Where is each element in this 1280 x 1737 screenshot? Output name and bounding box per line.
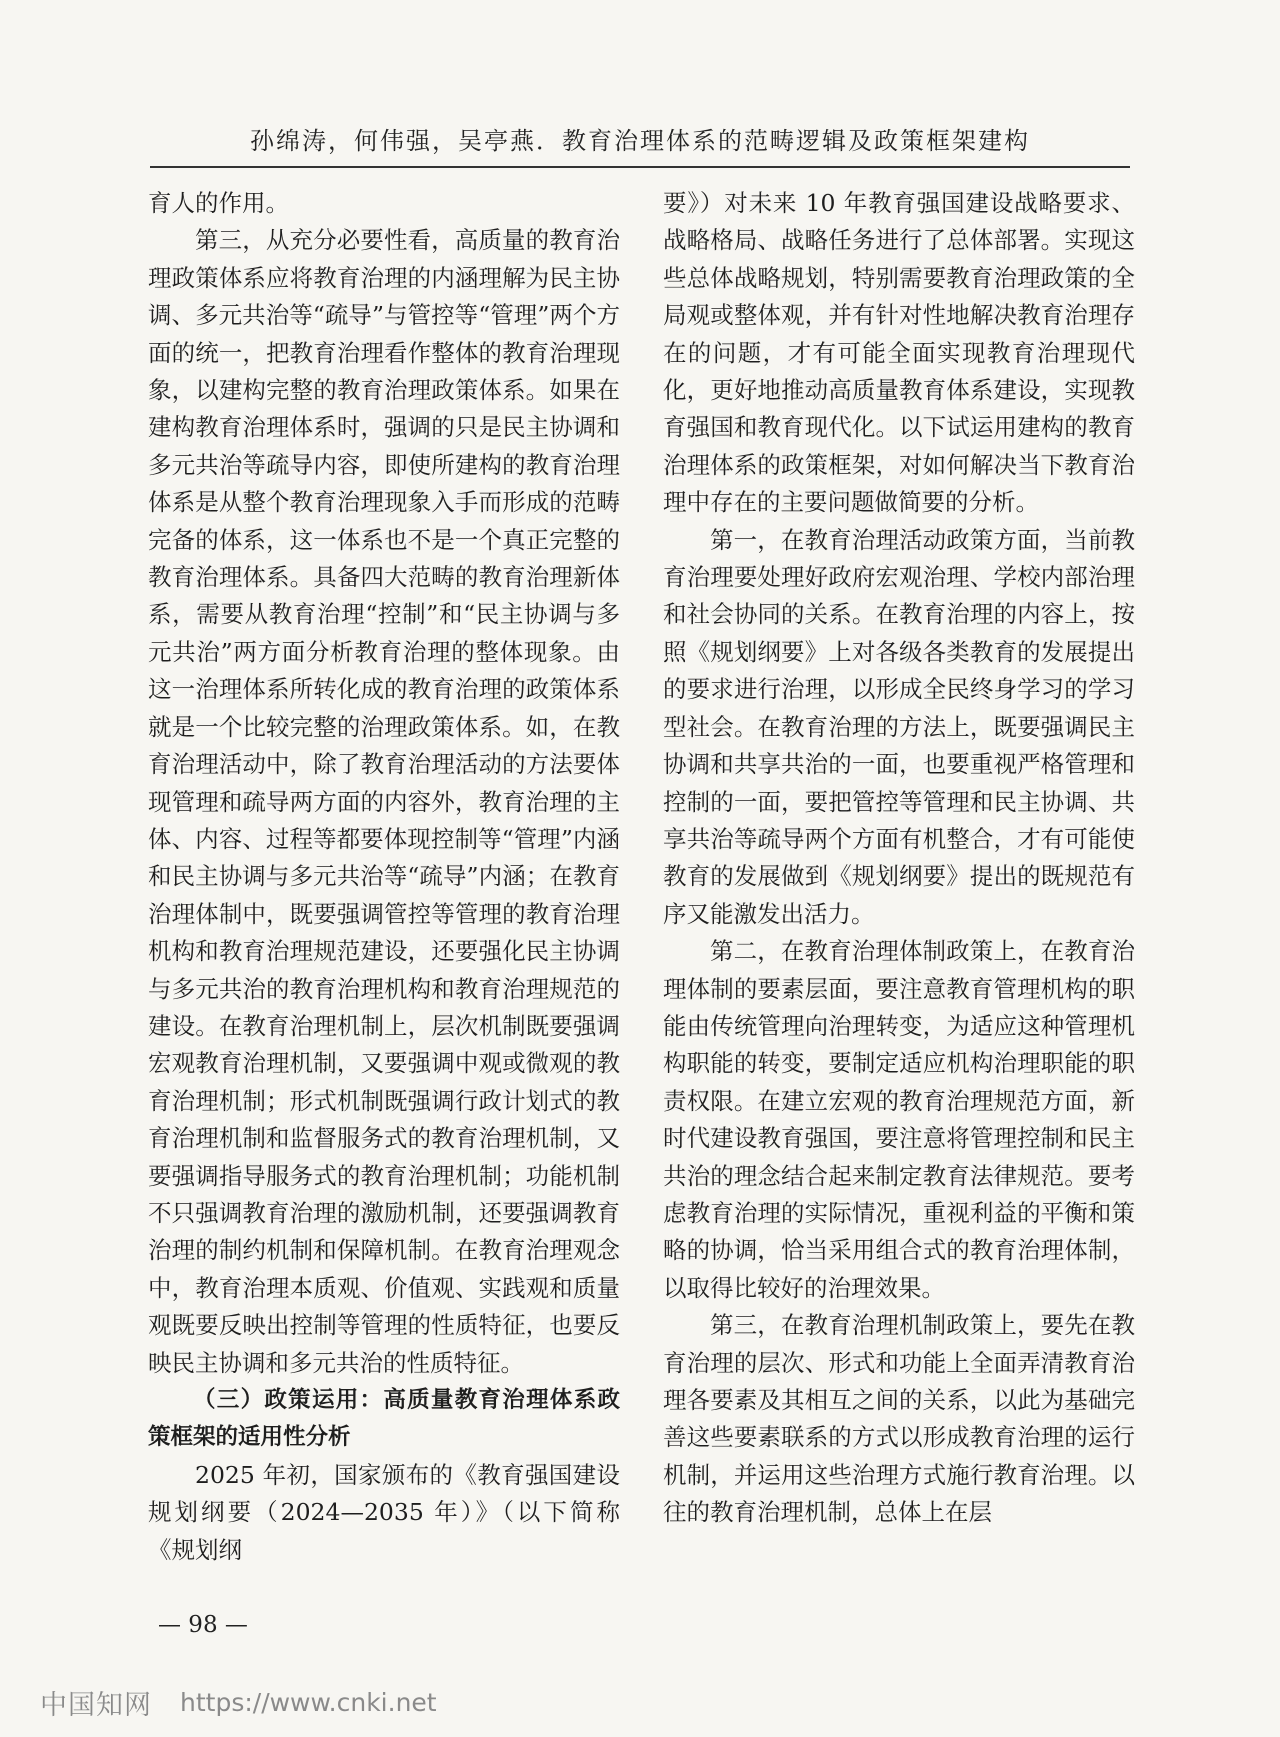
paragraph: 第三，在教育治理机制政策上，要先在教育治理的层次、形式和功能上全面弄清教育治理各要素及其相互之间的关系，以此为基础完善这些要素联系的方式以形成教育治理的运行机制，并运用这些治理方式施行教育治理。以往的教育治理机制，总体上在层 (663, 1311, 1135, 1527)
header-rule (150, 166, 1130, 168)
right-column (663, 185, 1135, 1532)
running-header: 孙绵涛，何伟强，吴亭燕．教育治理体系的范畴逻辑及政策框架建构 (250, 127, 1030, 155)
page-number: — 98 — (158, 1612, 248, 1638)
paragraph: 要》）对未来 10 年教育强国建设战略要求、战略格局、战略任务进行了总体部署。实现这些总体战略规划，特别需要教育治理政策的全局观或整体观，并有针对性地解决教育治理存在的问题，才有可能全面实现教育治理现代化，更好地推动高质量教育体系建设，实现教育强国和教育现代化。以下试运用建构的教育治理体系的政策框架，对如何解决当下教育治理中存在的主要问题做简要的分析。 (663, 189, 1135, 517)
left-column (148, 185, 620, 1569)
cnki-logo: 中国知网 (40, 1690, 152, 1721)
paragraph: 育人的作用。 (148, 189, 289, 217)
paragraph: 第一，在教育治理活动政策方面，当前教育治理要处理好政府宏观治理、学校内部治理和社会协同的关系。在教育治理的内容上，按照《规划纲要》上对各级各类教育的发展提出的要求进行治理，以形成全民终身学习的学习型社会。在教育治理的方法上，既要强调民主协调和共享共治的一面，也要重视严格管理和控制的一面，要把管控等管理和民主协调、共享共治等疏导两个方面有机整合，才有可能使教育的发展做到《规划纲要》提出的既规范有序又能激发出活力。 (663, 525, 1135, 928)
paragraph: 第三，从充分必要性看，高质量的教育治理政策体系应将教育治理的内涵理解为民主协调、多元共治等“疏导”与管控等“管理”两个方面的统一，把教育治理看作整体的教育治理现象，以建构完整的教育治理政策体系。如果在建构教育治理体系时，强调的只是民主协调和多元共治等疏导内容，即使所建构的教育治理体系是从整个教育治理现象入手而形成的范畴完备的体系，这一体系也不是一个真正完整的教育治理体系。具备四大范畴的教育治理新体系，需要从教育治理“控制”和“民主协调与多元共治”两方面分析教育治理的整体现象。由这一治理体系所转化成的教育治理的政策体系就是一个比较完整的治理政策体系。如，在教育治理活动中，除了教育治理活动的方法要体现管理和疏导两方面的内容外，教育治理的主体、内容、过程等都要体现控制等“管理”内涵和民主协调与多元共治等“疏导”内涵；在教育治理体制中，既要强调管控等管理的教育治理机构和教育治理规范建设，还要强化民主协调与多元共治的教育治理机构和教育治理规范的建设。在教育治理机制上，层次机制既要强调宏观教育治理机制，又要强调中观或微观的教育治理机制；形式机制既强调行政计划式的教育治理机制和监督服务式的教育治理机制，又要强调指导服务式的教育治理机制；功能机制不只强调教育治理的激励机制，还要强调教育治理的制约机制和保障机制。在教育治理观念中，教育治理本质观、价值观、实践观和质量观既要反映出控制等管理的性质特征，也要反映民主协调和多元共治的性质特征。 (148, 226, 620, 1377)
paragraph: 第二，在教育治理体制政策上，在教育治理体制的要素层面，要注意教育管理机构的职能由传统管理向治理转变，为适应这种管理机构职能的转变，要制定适应机构治理职能的职责权限。在建立宏观的教育治理规范方面，新时代建设教育强国，要注意将管理控制和民主共治的理念结合起来制定教育法律规范。要考虑教育治理的实际情况，重视利益的平衡和策略的协调，恰当采用组合式的教育治理体制，以取得比较好的治理效果。 (663, 937, 1135, 1302)
section-heading: （三）政策运用：高质量教育治理体系政策框架的适用性分析 (148, 1387, 620, 1451)
watermark (40, 1683, 437, 1722)
cnki-url[interactable]: https://www.cnki.net (180, 1688, 437, 1717)
paragraph: 2025 年初，国家颁布的《教育强国建设规划纲要（2024—2035 年）》（以下简称《规划纲 (148, 1460, 620, 1564)
